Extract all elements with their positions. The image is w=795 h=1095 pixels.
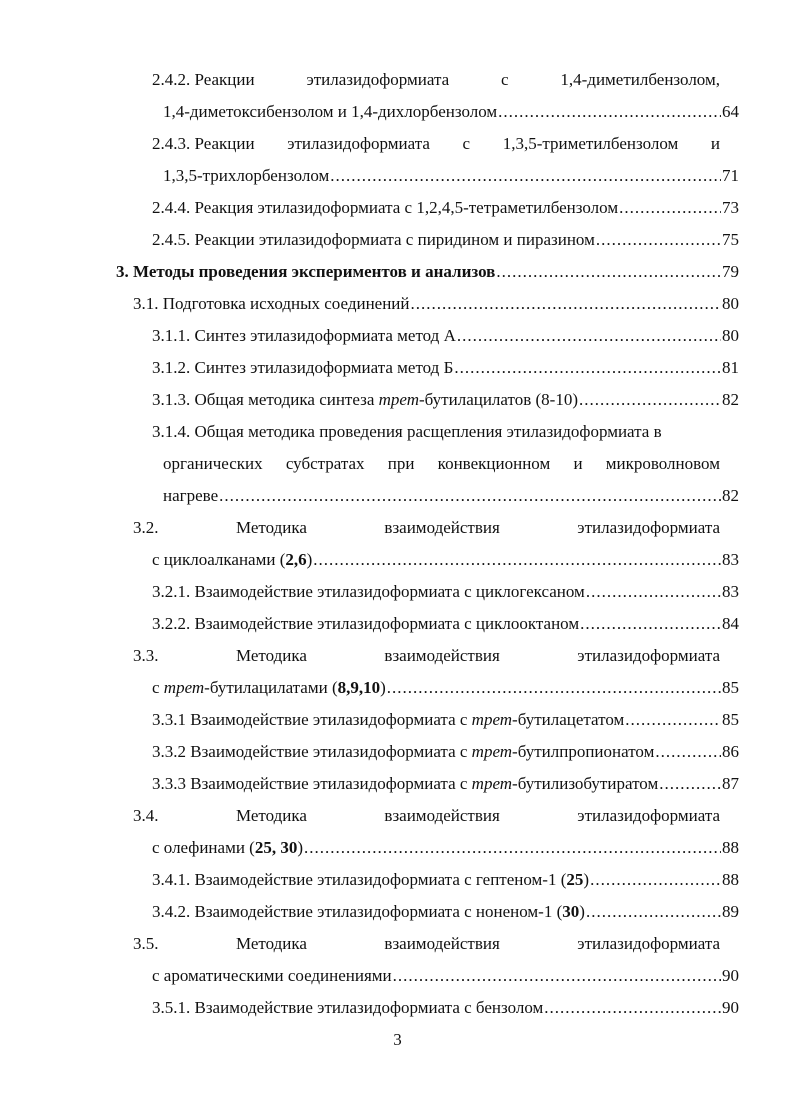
- dot-leader: [313, 549, 721, 571]
- dot-leader: [590, 869, 721, 891]
- toc-entry-2-4-2-line1: [152, 69, 720, 91]
- toc-text-part: с циклоалканами (: [152, 550, 286, 569]
- toc-entry-3-3-3[interactable]: [152, 773, 739, 795]
- toc-text-italic: трет: [471, 742, 513, 761]
- toc-entry-3-3[interactable]: [152, 677, 739, 699]
- compound-number: 8,9,10: [337, 678, 381, 697]
- toc-text-part: 3.4.1. Взаимодействие этилазидоформиата с гептеном-1 (: [152, 870, 567, 889]
- toc-entry-3-2-2[interactable]: [152, 613, 739, 635]
- toc-entry-3-5-line1: [133, 933, 720, 955]
- toc-text-part: -бутилпропионатом: [512, 742, 655, 761]
- dot-leader: [304, 837, 721, 859]
- toc-text: Методика: [235, 646, 307, 665]
- toc-entry-2-4-5[interactable]: [152, 229, 739, 251]
- toc-text: этилазидоформиата: [577, 518, 720, 537]
- toc-text: 3.3.: [133, 646, 159, 665]
- toc-text: Методика: [235, 934, 307, 953]
- toc-text: 1,3,5-трихлорбензолом: [163, 166, 330, 185]
- toc-text-part: 3.1.3. Общая методика синтеза: [152, 390, 379, 409]
- compound-number: 25: [566, 870, 584, 889]
- toc-entry-3-1[interactable]: [133, 293, 739, 315]
- toc-text: 3.4.: [133, 806, 159, 825]
- toc-text: 2.4.3. Реакции: [152, 134, 255, 153]
- toc-text: 3.1.1. Синтез этилазидоформиата метод А: [152, 326, 456, 345]
- page-ref: 64: [722, 102, 739, 121]
- toc-entry-3-2-line1: [133, 517, 720, 539]
- toc-text: [152, 901, 585, 923]
- dot-leader: [580, 613, 721, 635]
- toc-entry-3-1-4-line1: [152, 421, 720, 443]
- page-ref: 79: [722, 262, 739, 281]
- toc-text-italic: трет: [163, 678, 205, 697]
- toc-text-part: -бутилацилатами (: [204, 678, 338, 697]
- page-ref: 73: [722, 198, 739, 217]
- toc-entry-2-4-2[interactable]: [163, 101, 739, 123]
- toc-text: Методика: [235, 806, 307, 825]
- page-ref: 80: [722, 294, 739, 313]
- page-number: 3: [393, 1030, 402, 1049]
- toc-text-italic: трет: [471, 774, 513, 793]
- toc-text: микроволновом: [605, 454, 720, 473]
- toc-text-part: -бутилацетатом: [512, 710, 625, 729]
- toc-text: и: [710, 134, 720, 153]
- toc-text: нагреве: [163, 486, 219, 505]
- toc-text: с ароматическими соединениями: [152, 966, 392, 985]
- toc-text: 3.2.: [133, 518, 159, 537]
- page-ref: 83: [722, 582, 739, 601]
- toc-text: 3.2.2. Взаимодействие этилазидоформиата с циклооктаном: [152, 614, 580, 633]
- toc-text: 3.5.: [133, 934, 159, 953]
- toc-chapter-3[interactable]: [116, 261, 739, 283]
- toc-text: и: [573, 454, 583, 473]
- toc-text: с: [462, 134, 471, 153]
- dot-leader: [544, 997, 721, 1019]
- toc-entry-3-4-2[interactable]: [152, 901, 739, 923]
- toc-entry-2-4-3[interactable]: [163, 165, 739, 187]
- toc-text: 3.1. Подготовка исходных соединений: [133, 294, 410, 313]
- page-ref: 83: [722, 550, 739, 569]
- dot-leader: [659, 773, 721, 795]
- dot-leader: [496, 261, 721, 283]
- dot-leader: [586, 901, 721, 923]
- toc-text: [152, 741, 654, 763]
- toc-text: 3.1.2. Синтез этилазидоформиата метод Б: [152, 358, 454, 377]
- dot-leader: [387, 677, 721, 699]
- compound-number: 30: [562, 902, 580, 921]
- toc-text-part: 3.3.3 Взаимодействие этилазидоформиата с: [152, 774, 472, 793]
- page-ref: 75: [722, 230, 739, 249]
- toc-text-part: -бутилизобутиратом: [512, 774, 659, 793]
- toc-entry-3-2[interactable]: [152, 549, 739, 571]
- dot-leader: [586, 581, 721, 603]
- toc-text-part: ): [380, 678, 386, 697]
- toc-text: этилазидоформиата: [577, 806, 720, 825]
- toc-entry-3-4[interactable]: [152, 837, 739, 859]
- page-ref: 86: [722, 742, 739, 761]
- toc-entry-3-1-3[interactable]: [152, 389, 739, 411]
- page-ref: 84: [722, 614, 739, 633]
- toc-text-part: с олефинами (: [152, 838, 255, 857]
- page-ref: 88: [722, 870, 739, 889]
- toc-text: взаимодействия: [384, 806, 500, 825]
- toc-text-part: ): [583, 870, 590, 889]
- page-ref: 81: [722, 358, 739, 377]
- dot-leader: [596, 229, 721, 251]
- toc-text-part: 3.3.2 Взаимодействие этилазидоформиата с: [152, 742, 472, 761]
- page-ref: 71: [722, 166, 739, 185]
- page-ref: 80: [722, 326, 739, 345]
- toc-text-part: ): [306, 550, 313, 569]
- dot-leader: [457, 325, 721, 347]
- toc-entry-3-4-line1: [133, 805, 720, 827]
- toc-text-part: ): [297, 838, 304, 857]
- page-ref: 82: [722, 486, 739, 505]
- toc-entry-3-4-1[interactable]: [152, 869, 739, 891]
- page-ref: 82: [722, 390, 739, 409]
- toc-entry-3-1-4-line2: [163, 453, 720, 475]
- page-ref: 87: [722, 774, 739, 793]
- toc-text: [152, 677, 386, 699]
- page-ref: 88: [722, 838, 739, 857]
- toc-entry-3-5[interactable]: [152, 965, 739, 987]
- page-ref: 90: [722, 998, 739, 1017]
- dot-leader: [625, 709, 721, 731]
- dot-leader: [393, 965, 721, 987]
- compound-number: 25, 30: [254, 838, 298, 857]
- toc-text: при: [387, 454, 415, 473]
- toc-entry-3-1-1[interactable]: [152, 325, 739, 347]
- toc-text: с: [501, 70, 509, 89]
- toc-entry-3-1-2[interactable]: [152, 357, 739, 379]
- compound-number: 2,6: [285, 550, 307, 569]
- toc-entry-3-1-4[interactable]: [163, 485, 739, 507]
- toc-entry-3-2-1[interactable]: [152, 581, 739, 603]
- dot-leader: [655, 741, 721, 763]
- dot-leader: [454, 357, 721, 379]
- toc-text: 3.5.1. Взаимодействие этилазидоформиата с бензолом: [152, 998, 544, 1017]
- toc-text: 2.4.4. Реакция этилазидоформиата с 1,2,4,5-тетраметилбензолом: [152, 198, 619, 217]
- toc-text: взаимодействия: [384, 934, 500, 953]
- toc-text: 1,4-диметилбензолом,: [560, 70, 720, 89]
- page-ref: 90: [722, 966, 739, 985]
- toc-text: этилазидоформиата: [577, 934, 720, 953]
- toc-text: [152, 837, 303, 859]
- toc-entry-3-5-1[interactable]: [152, 997, 739, 1019]
- toc-text: 3.1.4. Общая методика проведения расщепления этилазидоформиата в: [152, 422, 662, 441]
- toc-text: этилазидоформиата: [577, 646, 720, 665]
- dot-leader: [498, 101, 721, 123]
- toc-text-part: 3.4.2. Взаимодействие этилазидоформиата с ноненом-1 (: [152, 902, 563, 921]
- dot-leader: [411, 293, 722, 315]
- toc-text: конвекционном: [437, 454, 551, 473]
- toc-text: 3.2.1. Взаимодействие этилазидоформиата с циклогексаном: [152, 582, 585, 601]
- toc-text-italic: трет: [471, 710, 513, 729]
- dot-leader: [619, 197, 721, 219]
- toc-entry-3-3-1[interactable]: [152, 709, 739, 731]
- toc-text: [152, 709, 624, 731]
- toc-entry-3-3-2[interactable]: [152, 741, 739, 763]
- toc-text: [152, 773, 658, 795]
- toc-text: 2.4.5. Реакции этилазидоформиата с пиридином и пиразином: [152, 230, 595, 249]
- page-ref: 85: [722, 710, 739, 729]
- dot-leader: [579, 389, 721, 411]
- toc-text: субстратах: [285, 454, 365, 473]
- toc-entry-3-3-line1: [133, 645, 720, 667]
- toc-text: взаимодействия: [384, 646, 500, 665]
- toc-text: Методика: [235, 518, 307, 537]
- toc-text: 1,4-диметоксибензолом и 1,4-дихлорбензолом: [163, 102, 498, 121]
- dot-leader: [330, 165, 721, 187]
- chapter-title: 3. Методы проведения экспериментов и анализов: [116, 262, 496, 281]
- toc-text: [152, 549, 312, 571]
- toc-text: взаимодействия: [384, 518, 500, 537]
- toc-text: этилазидоформиата: [287, 134, 430, 153]
- toc-text-part: -бутилацилатов (8-10): [419, 390, 578, 409]
- toc-text: [152, 389, 578, 411]
- page-ref: 89: [722, 902, 739, 921]
- toc-text: органических: [163, 454, 263, 473]
- toc-text-part: с: [152, 678, 164, 697]
- toc-text: 1,3,5-триметилбензолом: [502, 134, 679, 153]
- toc-entry-2-4-3-line1: [152, 133, 720, 155]
- toc-text-part: ): [579, 902, 585, 921]
- toc-text-part: 3.3.1 Взаимодействие этилазидоформиата с: [152, 710, 472, 729]
- toc-text-italic: трет: [378, 390, 420, 409]
- toc-text: [152, 869, 589, 891]
- page-ref: 85: [722, 678, 739, 697]
- toc-text: 2.4.2. Реакции: [152, 70, 255, 89]
- dot-leader: [219, 485, 721, 507]
- toc-text: этилазидоформиата: [306, 70, 450, 89]
- toc-entry-2-4-4[interactable]: [152, 197, 739, 219]
